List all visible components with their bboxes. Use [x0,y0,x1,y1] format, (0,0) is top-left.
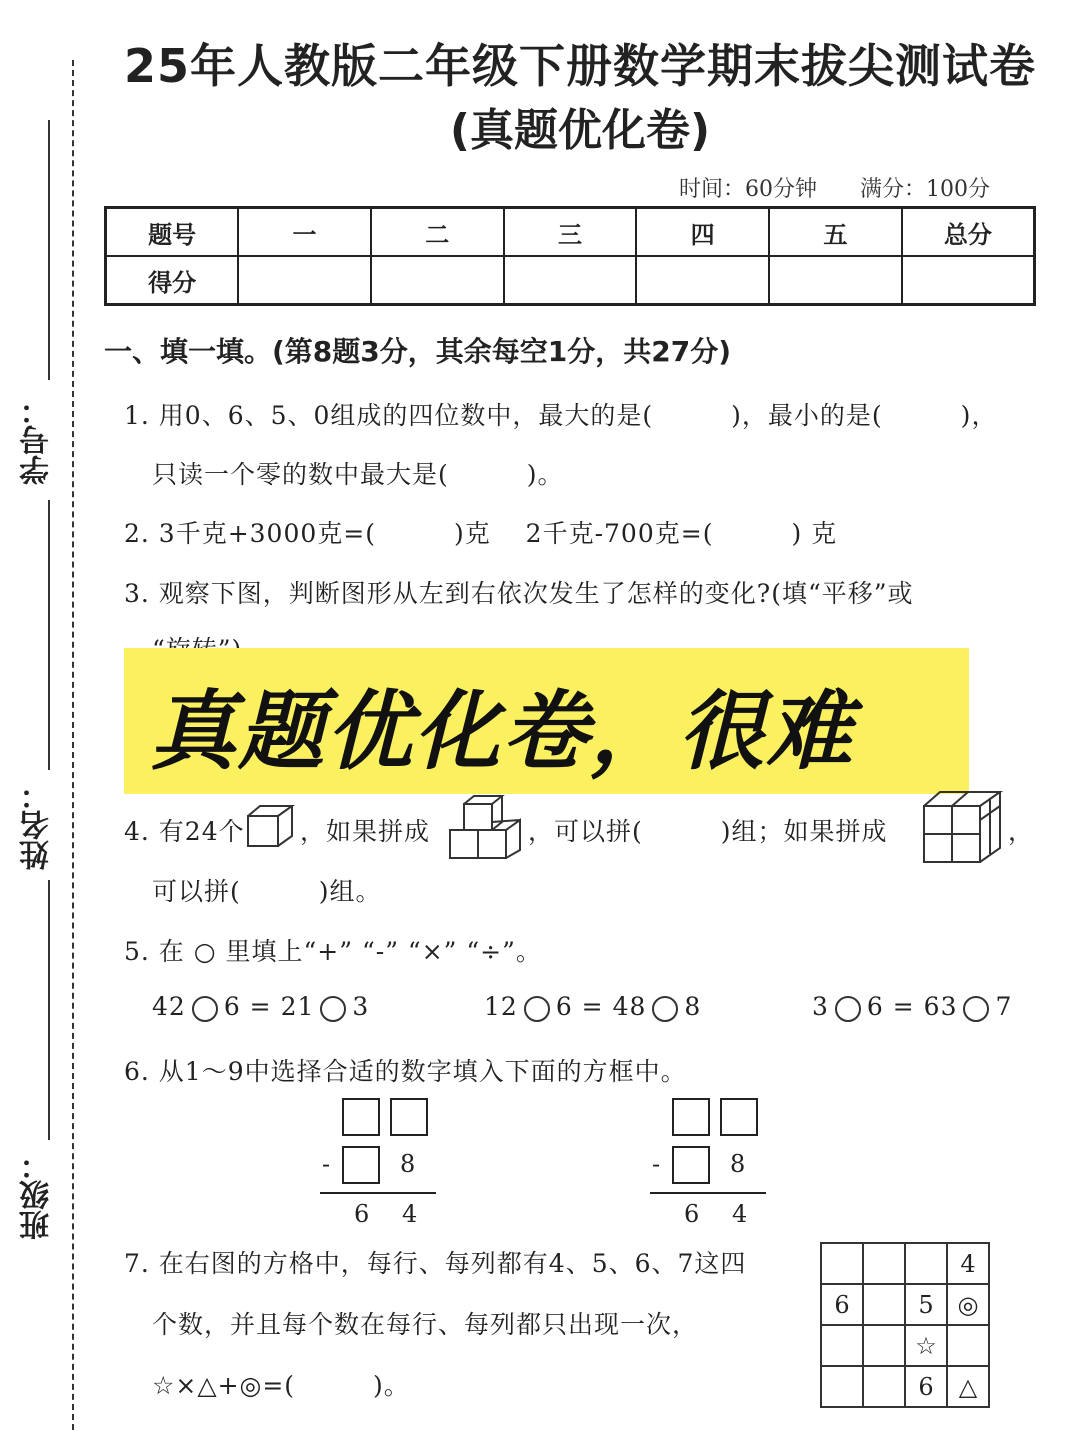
grid-cell[interactable]: 4 [947,1243,989,1284]
digit-box[interactable] [672,1098,710,1136]
eq2-d: 8 [684,992,702,1021]
question-4-line2: 可以拼( )组。 [152,877,382,906]
score-table [104,206,1036,306]
result-digit: 6 [354,1200,370,1228]
result-digit: 4 [732,1200,748,1228]
grid-row [821,1325,989,1366]
name-blank[interactable] [48,500,50,770]
grid-cell[interactable]: 5 [905,1284,947,1325]
grid-cell[interactable]: 6 [905,1366,947,1407]
minus-sign: - [652,1150,661,1178]
banner-text: 真题优化卷，很难 [150,682,854,782]
digit-box[interactable] [342,1146,380,1184]
exam-meta [643,172,990,203]
eq3-c: 63 [923,992,958,1021]
operator-circle[interactable] [192,996,218,1022]
score-cell[interactable] [238,256,371,305]
grid-row [821,1243,989,1284]
eq2-b: 6 = [555,992,604,1021]
name-label: 姓名： [20,780,55,870]
single-cube-icon [246,804,296,848]
question-3-line1: 3. 观察下图，判断图形从左到右依次发生了怎样的变化?(填“平移”或 [124,579,914,608]
eq2-c: 48 [612,992,647,1021]
question-4-part4: ， [1008,817,1035,846]
score-header-cell: 四 [636,208,769,257]
question-2: 2. 3千克+3000克=( )克 2千克-700克=( ) 克 [124,519,838,548]
eq1-b: 6 = [223,992,272,1021]
question-1-line1: 1. 用0、6、5、0组成的四位数中，最大的是( )，最小的是( )， [124,401,998,430]
binding-dashed-line [72,60,74,1430]
question-6: 6. 从1～9中选择合适的数字填入下面的方框中。 [124,1057,687,1086]
score-header-cell: 五 [769,208,902,257]
score-header-cell: 一 [238,208,371,257]
score-table-score-row [106,256,1035,305]
eq3-a: 3 [812,992,829,1021]
three-cube-shape-icon [448,794,524,862]
student-id-blank[interactable] [48,120,50,380]
operator-circle[interactable] [652,996,678,1022]
grid-cell[interactable] [947,1325,989,1366]
sum-line [320,1192,436,1194]
digit-box[interactable] [342,1098,380,1136]
question-5: 5. 在 ○ 里填上“+” “-” “×” “÷”。 [124,937,542,966]
grid-cell[interactable] [821,1325,863,1366]
sum-line [650,1192,766,1194]
eq1-d: 3 [352,992,370,1021]
score-cell[interactable] [504,256,637,305]
question-4-part2: ，如果拼成 [300,817,431,846]
full-score: 满分：100分 [860,177,990,202]
digit-box[interactable] [390,1098,428,1136]
score-header-cell: 二 [371,208,504,257]
class-label: 班级： [20,1150,55,1240]
question-7-line3: ☆×△+◎=( )。 [152,1371,410,1400]
student-id-label: 学号： [20,395,55,485]
score-cell[interactable] [902,256,1035,305]
eq1-a: 42 [152,992,186,1021]
score-cell[interactable] [371,256,504,305]
digit-8: 8 [730,1150,746,1178]
grid-cell[interactable]: △ [947,1366,989,1407]
grid-cell[interactable] [863,1325,905,1366]
score-row-label: 得分 [106,256,239,305]
eight-cube-shape-icon [922,790,1004,866]
score-header-cell: 总分 [902,208,1035,257]
time-limit: 时间：60分钟 [679,177,817,202]
class-blank[interactable] [48,880,50,1140]
question-4-part3: ，可以拼( )组；如果拼成 [528,817,888,846]
grid-cell[interactable] [863,1284,905,1325]
digit-box[interactable] [720,1098,758,1136]
question-7-line1: 7. 在右图的方格中，每行、每列都有4、5、6、7这四 [124,1249,747,1278]
digit-box[interactable] [672,1146,710,1184]
score-cell[interactable] [636,256,769,305]
equation-2 [484,992,701,1022]
grid-cell[interactable]: ☆ [905,1325,947,1366]
page-title: 25年人教版二年级下册数学期末拔尖测试卷 [123,39,1036,93]
section-heading: 一、填一填。(第8题3分，其余每空1分，共27分) [104,335,732,368]
operator-circle[interactable] [320,996,346,1022]
score-header-cell: 三 [504,208,637,257]
grid-cell[interactable] [821,1366,863,1407]
number-grid [820,1242,990,1408]
eq2-a: 12 [484,992,518,1021]
grid-row [821,1284,989,1325]
score-cell[interactable] [769,256,902,305]
equation-3 [812,992,1012,1022]
eq3-b: 6 = [866,992,915,1021]
grid-row [821,1366,989,1407]
operator-circle[interactable] [524,996,550,1022]
score-table-header-row [106,208,1035,257]
grid-cell[interactable] [863,1366,905,1407]
score-header-cell: 题号 [106,208,239,257]
page-subtitle: (真题优化卷) [449,105,711,156]
operator-circle[interactable] [835,996,861,1022]
minus-sign: - [322,1150,331,1178]
eq3-d: 7 [995,992,1013,1021]
eq1-c: 21 [280,992,315,1021]
question-1-line2: 只读一个零的数中最大是( )。 [152,460,564,489]
grid-cell[interactable] [821,1243,863,1284]
equation-1 [152,992,369,1022]
question-7-line2: 个数，并且每个数在每行、每列都只出现一次， [152,1310,699,1339]
question-4-part1: 4. 有24个 [124,817,245,846]
operator-circle[interactable] [963,996,989,1022]
grid-cell[interactable]: 6 [821,1284,863,1325]
digit-8: 8 [400,1150,416,1178]
grid-cell[interactable]: ◎ [947,1284,989,1325]
grid-cell[interactable] [863,1243,905,1284]
result-digit: 4 [402,1200,418,1228]
grid-cell[interactable] [905,1243,947,1284]
result-digit: 6 [684,1200,700,1228]
